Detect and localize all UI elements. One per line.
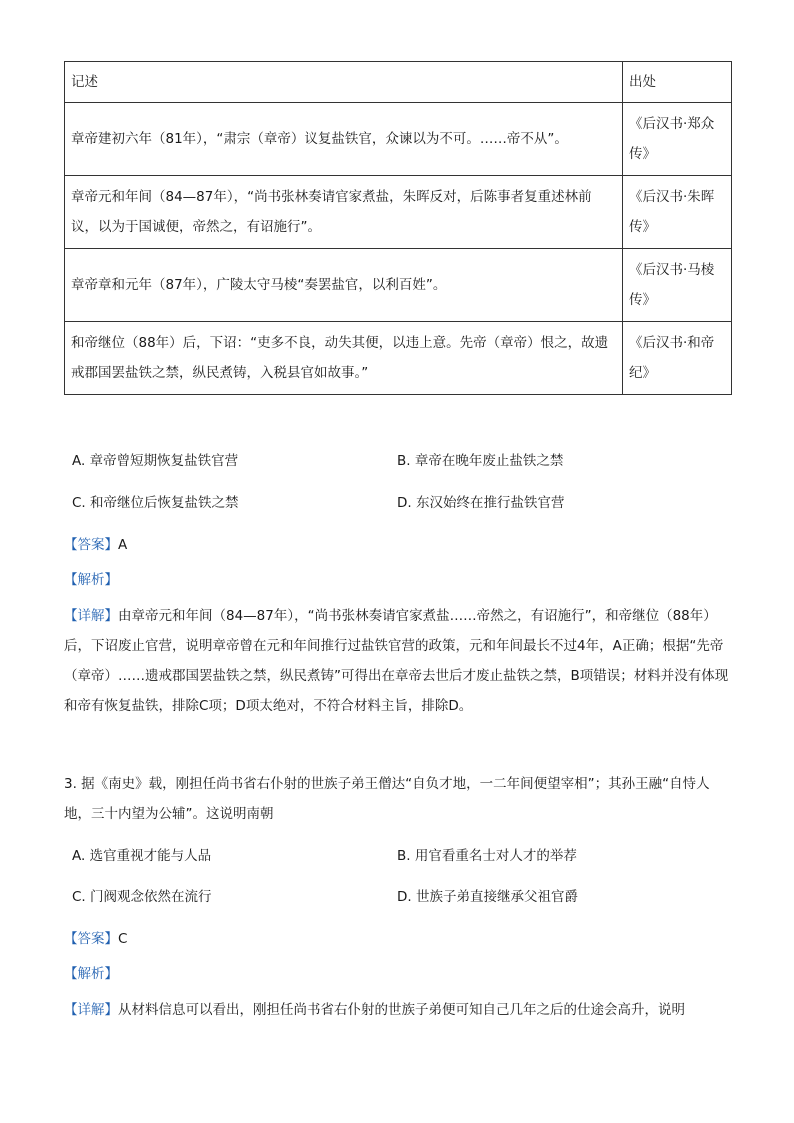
q3-option-c: C. 门阀观念依然在流行 [72, 889, 212, 905]
q2-analysis-tag: 【解析】 [64, 572, 118, 588]
header-source: 出处 [623, 62, 732, 103]
header-record: 记述 [65, 62, 623, 103]
q2-answer [64, 535, 127, 555]
table-row [65, 322, 732, 395]
answer-tag: 【答案】 [64, 931, 118, 947]
detail-text: 从材料信息可以看出，刚担任尚书省右仆射的世族子弟便可知自己几年之后的仕途会高升，说明 [118, 1002, 685, 1018]
record-cell: 章帝元和年间（84—87年），“尚书张林奏请官家煮盐，朱晖反对，后陈事者复重述林前议，以为于国诚便，帝然之，有诏施行”。 [65, 176, 623, 249]
detail-text: 由章帝元和年间（84—87年），“尚书张林奏请官家煮盐……帝然之，有诏施行”，和帝继位（88年）后，下诏废止官营，说明章帝曾在元和年间推行过盐铁官营的政策，元和年间最长不过4年，A正确；根据“先帝（章帝）……遗戒郡国罢盐铁之禁，纵民煮铸”可得出在章帝去世后才废止盐铁之禁，B项错误；材料并没有体现和帝有恢复盐铁，排除C项；D项太绝对，不符合材料主旨，排除D。 [64, 608, 729, 714]
q2-option-a: A. 章帝曾短期恢复盐铁官营 [72, 453, 239, 469]
source-table [64, 61, 732, 395]
table-row [65, 176, 732, 249]
q3-analysis-tag: 【解析】 [64, 966, 118, 982]
table-row [65, 249, 732, 322]
table-header-row [65, 62, 732, 103]
record-cell: 章帝建初六年（81年），“肃宗（章帝）议复盐铁官，众谏以为不可。……帝不从”。 [65, 103, 623, 176]
q3-answer [64, 929, 127, 949]
q3-detail [64, 995, 730, 1025]
q3-stem: 3. 据《南史》载，刚担任尚书省右仆射的世族子弟王僧达“自负才地，一二年间便望宰相”；其孙王融“自恃人地，三十内望为公辅”。这说明南朝 [64, 776, 710, 822]
detail-tag: 【详解】 [64, 608, 118, 624]
source-cell: 《后汉书·朱晖传》 [623, 176, 732, 249]
record-cell: 和帝继位（88年）后，下诏：“吏多不良，动失其便，以违上意。先帝（章帝）恨之，故遗戒郡国罢盐铁之禁，纵民煮铸，入税县官如故事。” [65, 322, 623, 395]
record-cell: 章帝章和元年（87年），广陵太守马棱“奏罢盐官，以利百姓”。 [65, 249, 623, 322]
answer-value: A [118, 537, 128, 553]
q3-option-a: A. 选官重视才能与人品 [72, 848, 212, 864]
q2-option-b: B. 章帝在晚年废止盐铁之禁 [397, 453, 564, 469]
detail-tag: 【详解】 [64, 1002, 118, 1018]
answer-value: C [118, 931, 128, 947]
table-row [65, 103, 732, 176]
q2-option-d: D. 东汉始终在推行盐铁官营 [397, 495, 565, 511]
q2-option-c: C. 和帝继位后恢复盐铁之禁 [72, 495, 239, 511]
source-cell: 《后汉书·马棱传》 [623, 249, 732, 322]
q3-option-b: B. 用官看重名士对人才的举荐 [397, 848, 577, 864]
source-cell: 《后汉书·和帝纪》 [623, 322, 732, 395]
answer-tag: 【答案】 [64, 537, 118, 553]
q3-option-d: D. 世族子弟直接继承父祖官爵 [397, 889, 578, 905]
source-cell: 《后汉书·郑众传》 [623, 103, 732, 176]
q2-detail [64, 601, 730, 721]
